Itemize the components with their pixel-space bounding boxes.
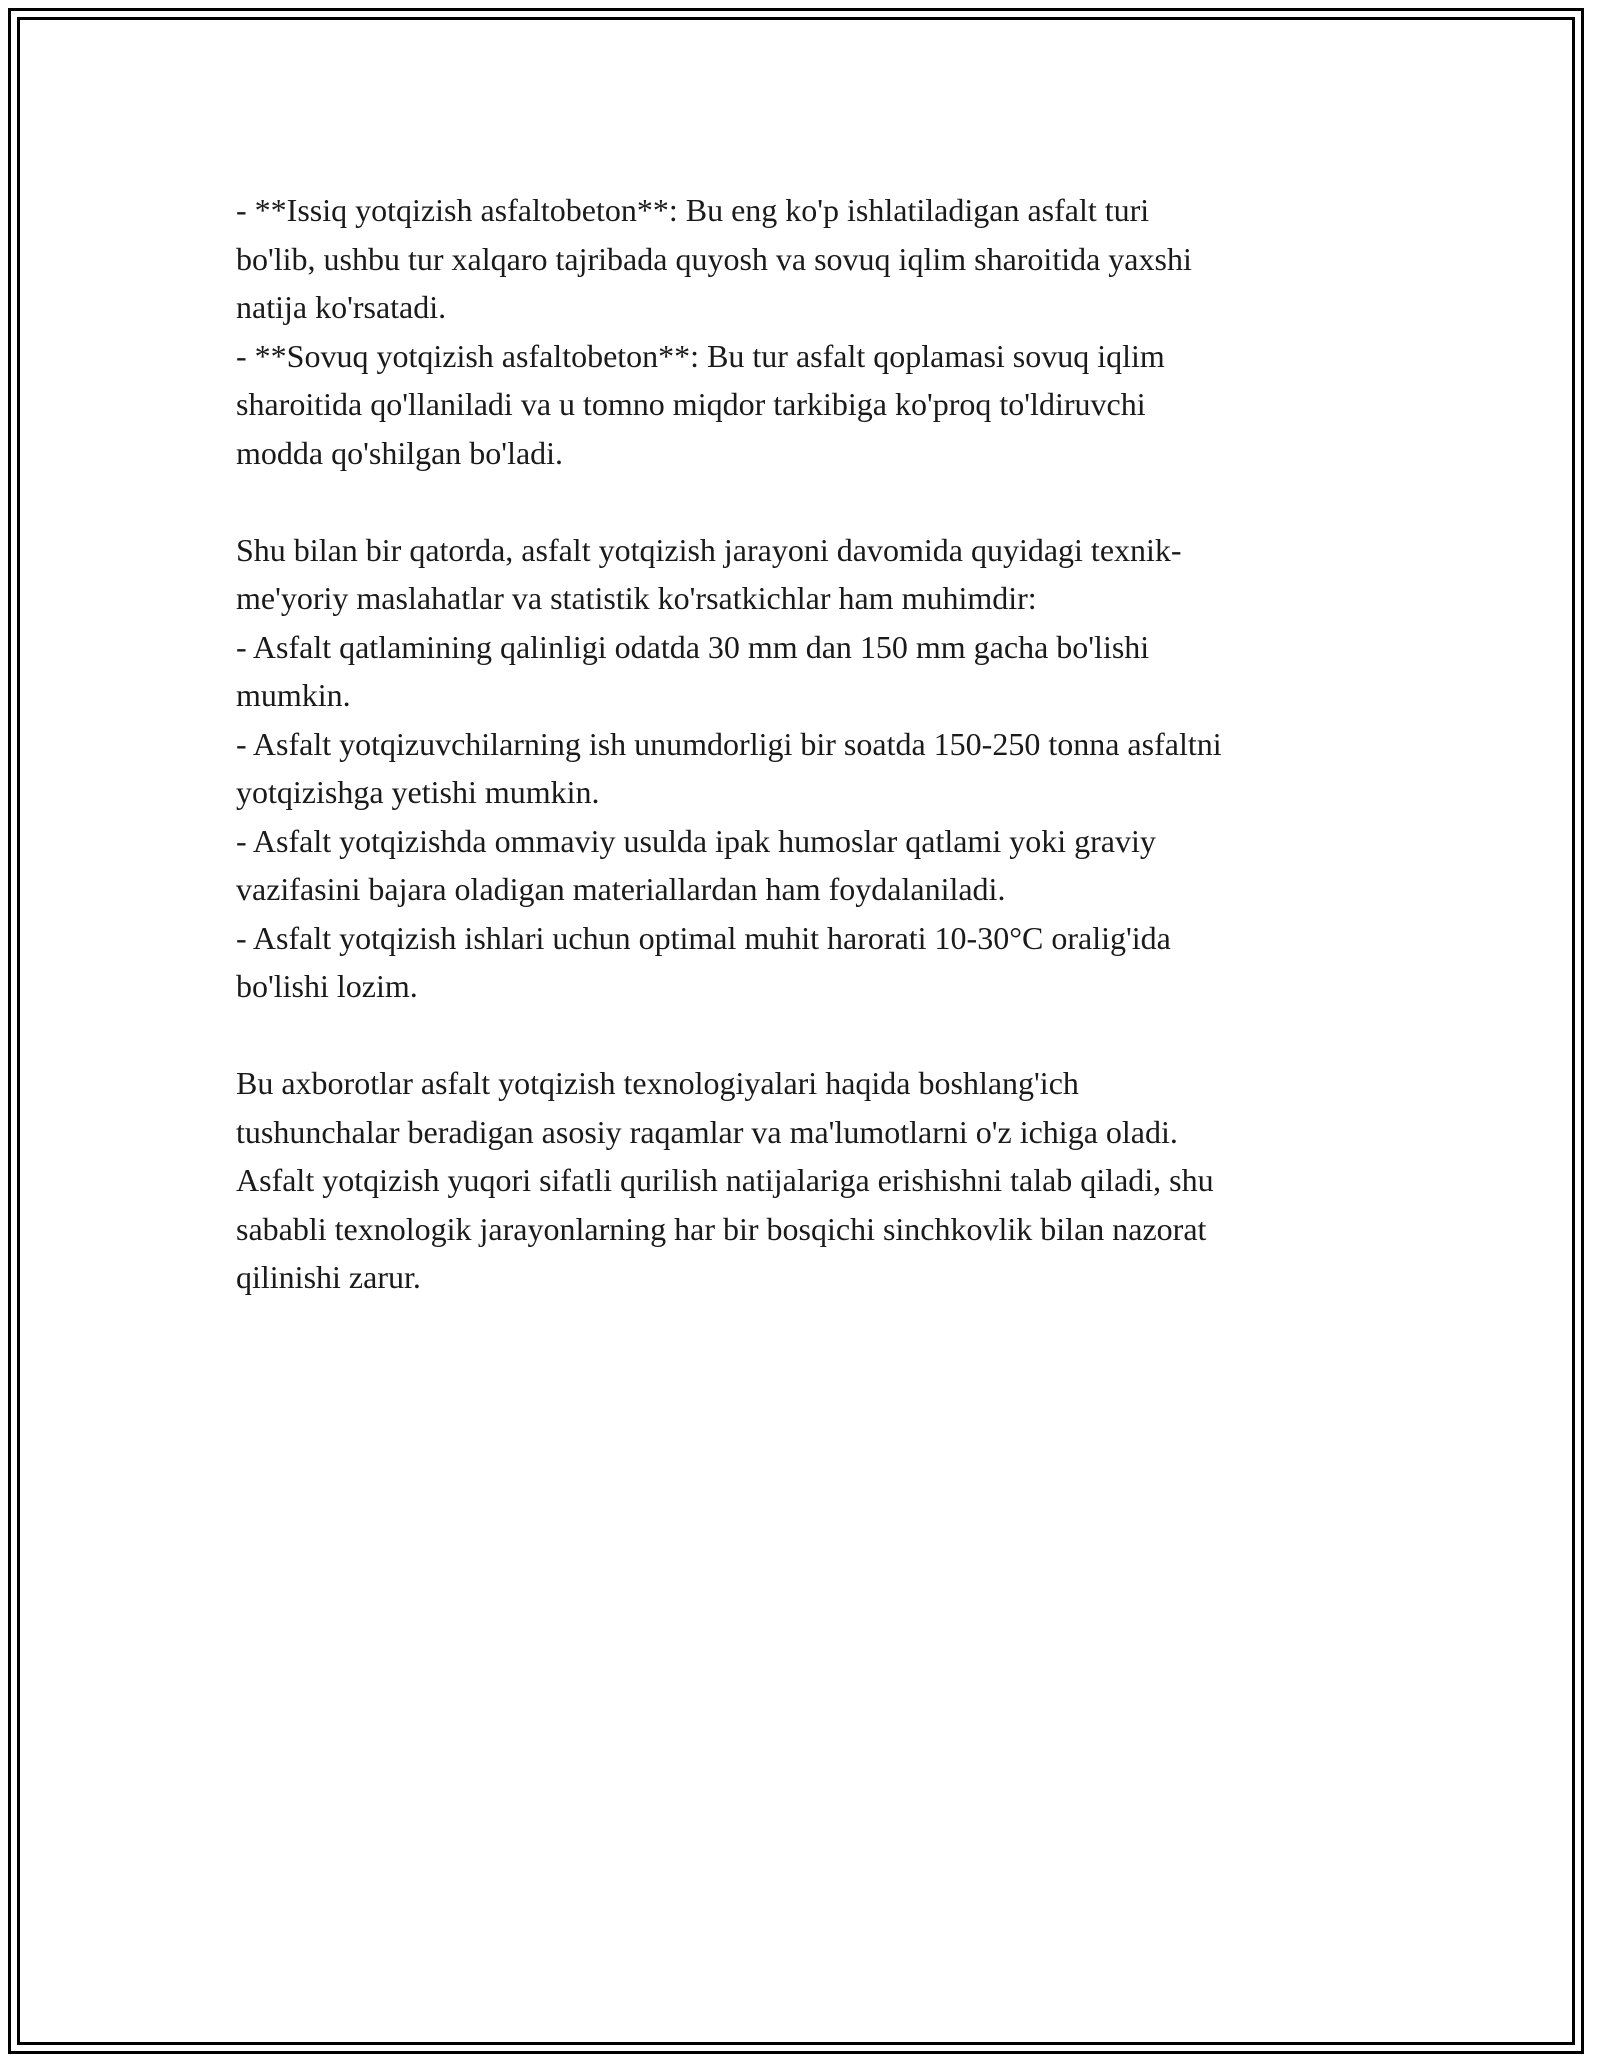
text-line: bo'lishi lozim.: [236, 968, 418, 1004]
text-line: - Asfalt yotqizish ishlari uchun optimal muhit harorati 10-30°C oralig'ida: [236, 919, 1171, 956]
text-line: - Asfalt qatlamining qalinligi odatda 30 mm dan 150 mm gacha bo'lishi: [236, 628, 1150, 665]
document-body: [236, 186, 1386, 1302]
blank-line: [236, 477, 1386, 526]
text-line: sababli texnologik jarayonlarning har bir bosqichi sinchkovlik bilan nazorat: [236, 1210, 1207, 1247]
text-line: yotqizishga yetishi mumkin.: [236, 774, 600, 810]
text-line: mumkin.: [236, 677, 351, 713]
text-line: me'yoriy maslahatlar va statistik ko'rsatkichlar ham muhimdir:: [236, 580, 1037, 616]
text-line: Shu bilan bir qatorda, asfalt yotqizish jarayoni davomida quyidagi texnik-: [236, 531, 1182, 568]
text-line: - **Issiq yotqizish asfaltobeton**: Bu eng ko'p ishlatiladigan asfalt turi: [236, 192, 1150, 228]
text-line: bo'lib, ushbu tur xalqaro tajribada quyosh va sovuq iqlim sharoitida yaxshi: [236, 240, 1192, 277]
text-line: Asfalt yotqizish yuqori sifatli qurilish natijalariga erishishni talab qiladi, shu: [236, 1162, 1214, 1198]
text-line: vazifasini bajara oladigan materiallardan ham foydalaniladi.: [236, 871, 1006, 907]
text-line: - **Sovuq yotqizish asfaltobeton**: Bu tur asfalt qoplamasi sovuq iqlim: [236, 337, 1165, 374]
text-line: tushunchalar beradigan asosiy raqamlar va ma'lumotlarni o'z ichiga oladi.: [236, 1113, 1178, 1150]
text-line: - Asfalt yotqizuvchilarning ish unumdorligi bir soatda 150-250 tonna asfaltni: [236, 725, 1222, 762]
text-line: Bu axborotlar asfalt yotqizish texnologiyalari haqida boshlang'ich: [236, 1065, 1079, 1101]
text-line: qilinishi zarur.: [236, 1259, 421, 1295]
blank-line: [236, 1011, 1386, 1060]
text-line: - Asfalt yotqizishda ommaviy usulda ipak humoslar qatlami yoki graviy: [236, 822, 1156, 859]
text-line: natija ko'rsatadi.: [236, 289, 447, 325]
text-line: sharoitida qo'llaniladi va u tomno miqdor tarkibiga ko'proq to'ldiruvchi: [236, 386, 1146, 422]
text-line: modda qo'shilgan bo'ladi.: [236, 434, 564, 471]
